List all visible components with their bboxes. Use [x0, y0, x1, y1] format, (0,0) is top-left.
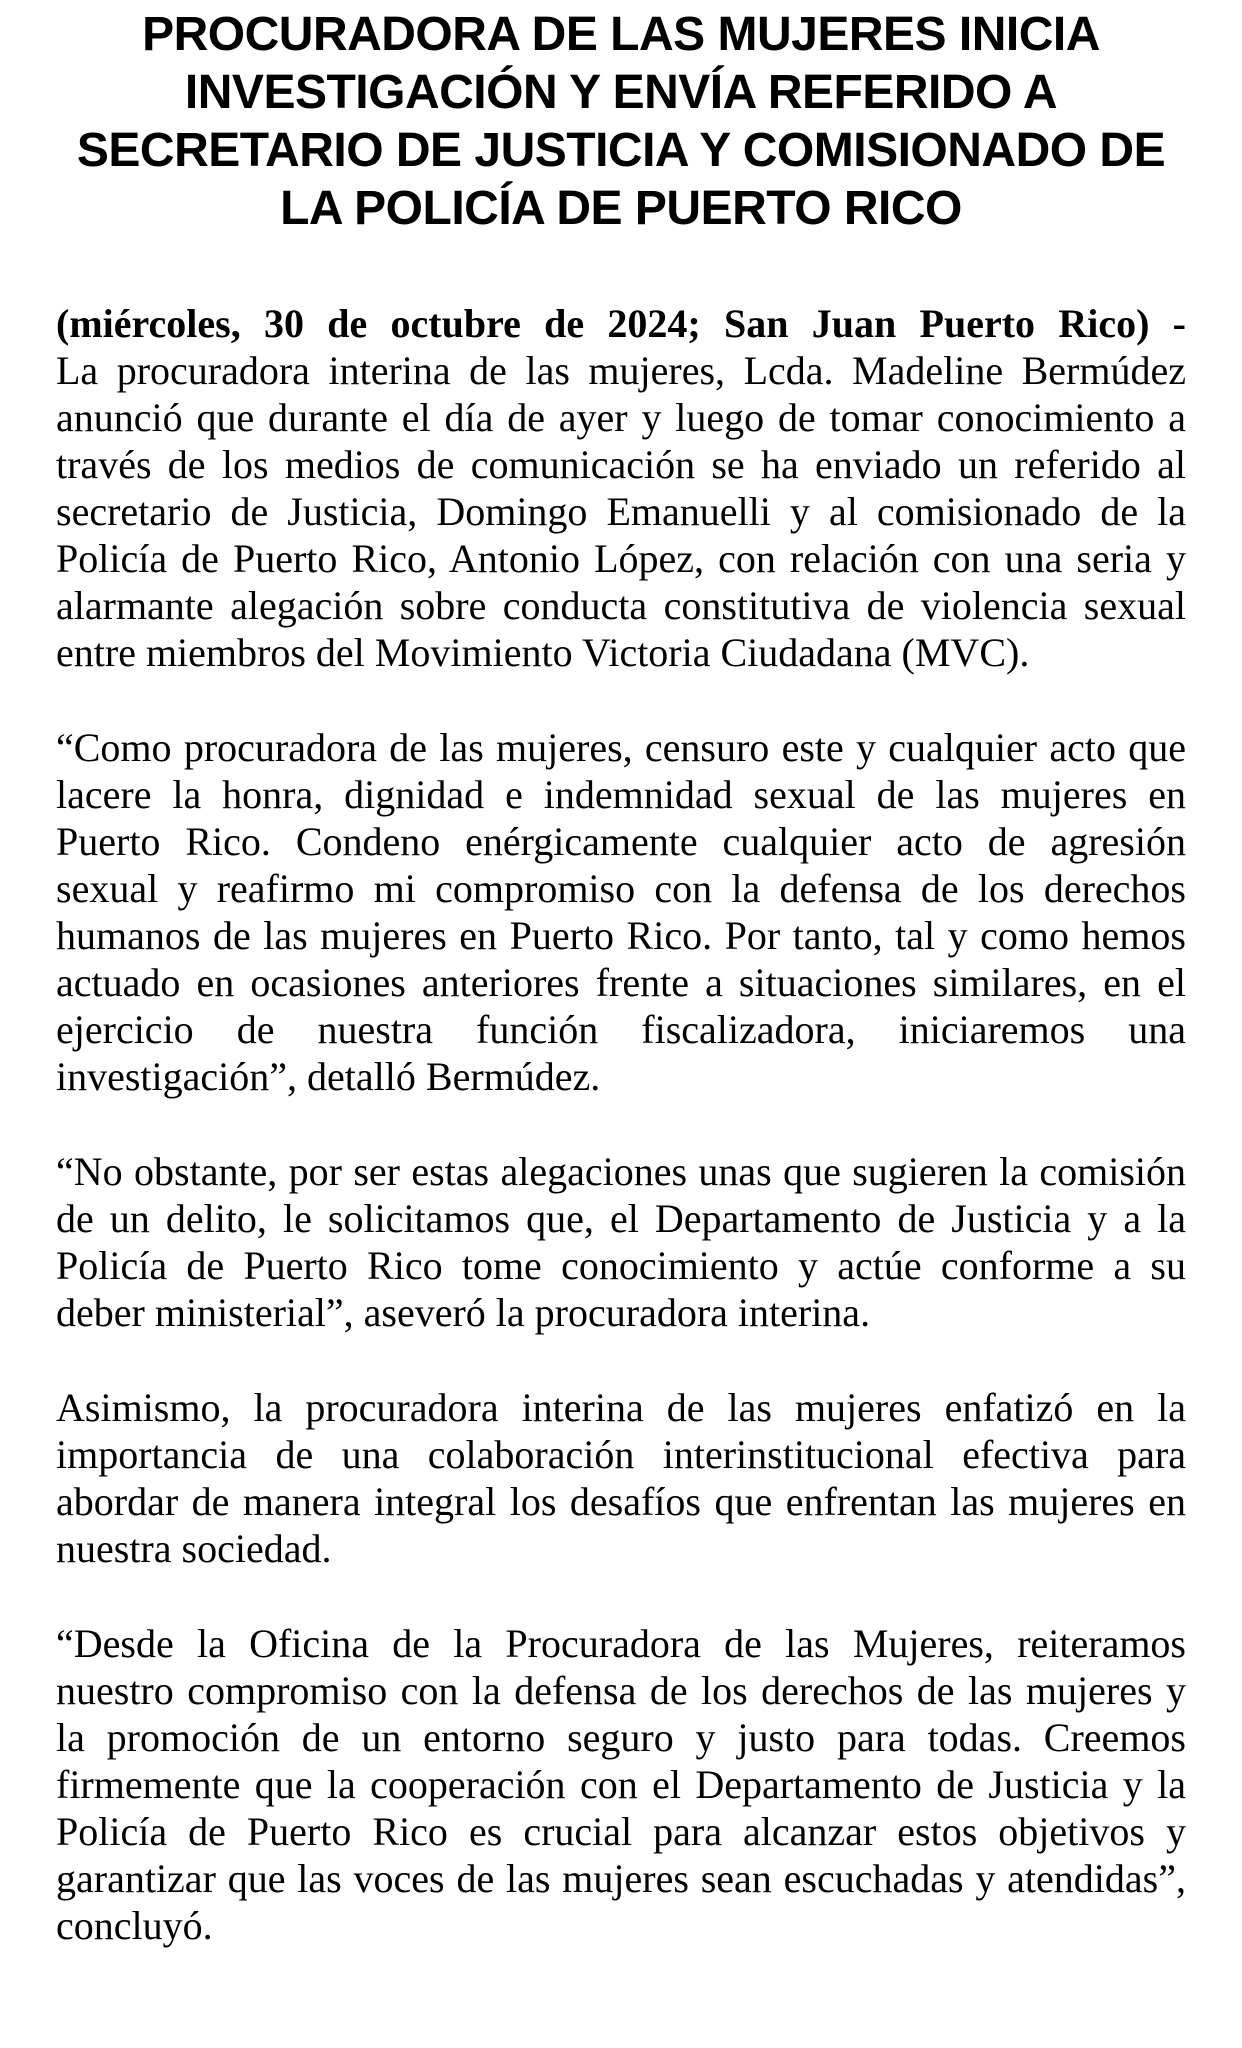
- document-title: [56, 6, 1186, 238]
- document-title-line: INVESTIGACIÓN Y ENVÍA REFERIDO A: [184, 66, 1058, 119]
- paragraph-quote-desde-oficina: “Desde la Oficina de la Procuradora de las Mujeres, reiteramos nuestro compromiso con la defensa de los derechos de las mujeres y la promoción de un entorno seguro y justo para todas. Creemos firmemente que la cooperación con el Departamento de Justicia y la Policía de Puerto Rico es crucial para alcanzar estos objetivos y garantizar que las voces de las mujeres sean escuchadas y atendidas”, concluyó.: [56, 1621, 1186, 1948]
- document-title-line: LA POLICÍA DE PUERTO RICO: [280, 182, 962, 235]
- dateline: (miércoles, 30 de octubre de 2024; San Juan Puerto Rico) -: [56, 301, 1186, 346]
- document-body: [56, 300, 1186, 1949]
- document-title-line: PROCURADORA DE LAS MUJERES INICIA: [142, 8, 1100, 61]
- paragraph-quote-no-obstante: “No obstante, por ser estas alegaciones unas que sugieren la comisión de un delito, le solicitamos que, el Departamento de Justicia y a la Policía de Puerto Rico tome conocimiento y actúe conforme a su deber ministerial”, aseveró la procuradora interina.: [56, 1149, 1186, 1335]
- document-title-line: SECRETARIO DE JUSTICIA Y COMISIONADO DE: [76, 124, 1166, 177]
- paragraph-asimismo: Asimismo, la procuradora interina de las mujeres enfatizó en la importancia de una colaboración interinstitucional efectiva para abordar de manera integral los desafíos que enfrentan las mujeres en nuestra sociedad.: [56, 1385, 1186, 1571]
- paragraph-intro: La procuradora interina de las mujeres, Lcda. Madeline Bermúdez anunció que durante el día de ayer y luego de tomar conocimiento a través de los medios de comunicación se ha enviado un referido al secretario de Justicia, Domingo Emanuelli y al comisionado de la Policía de Puerto Rico, Antonio López, con relación con una seria y alarmante alegación sobre conducta constitutiva de violencia sexual entre miembros del Movimiento Victoria Ciudadana (MVC).: [56, 348, 1186, 675]
- paragraph-quote-censuro: “Como procuradora de las mujeres, censuro este y cualquier acto que lacere la honra, dignidad e indemnidad sexual de las mujeres en Puerto Rico. Condeno enérgicamente cualquier acto de agresión sexual y reafirmo mi compromiso con la defensa de los derechos humanos de las mujeres en Puerto Rico. Por tanto, tal y como hemos actuado en ocasiones anteriores frente a situaciones similares, en el ejercicio de nuestra función fiscalizadora, iniciaremos una investigación”, detalló Bermúdez.: [56, 725, 1186, 1099]
